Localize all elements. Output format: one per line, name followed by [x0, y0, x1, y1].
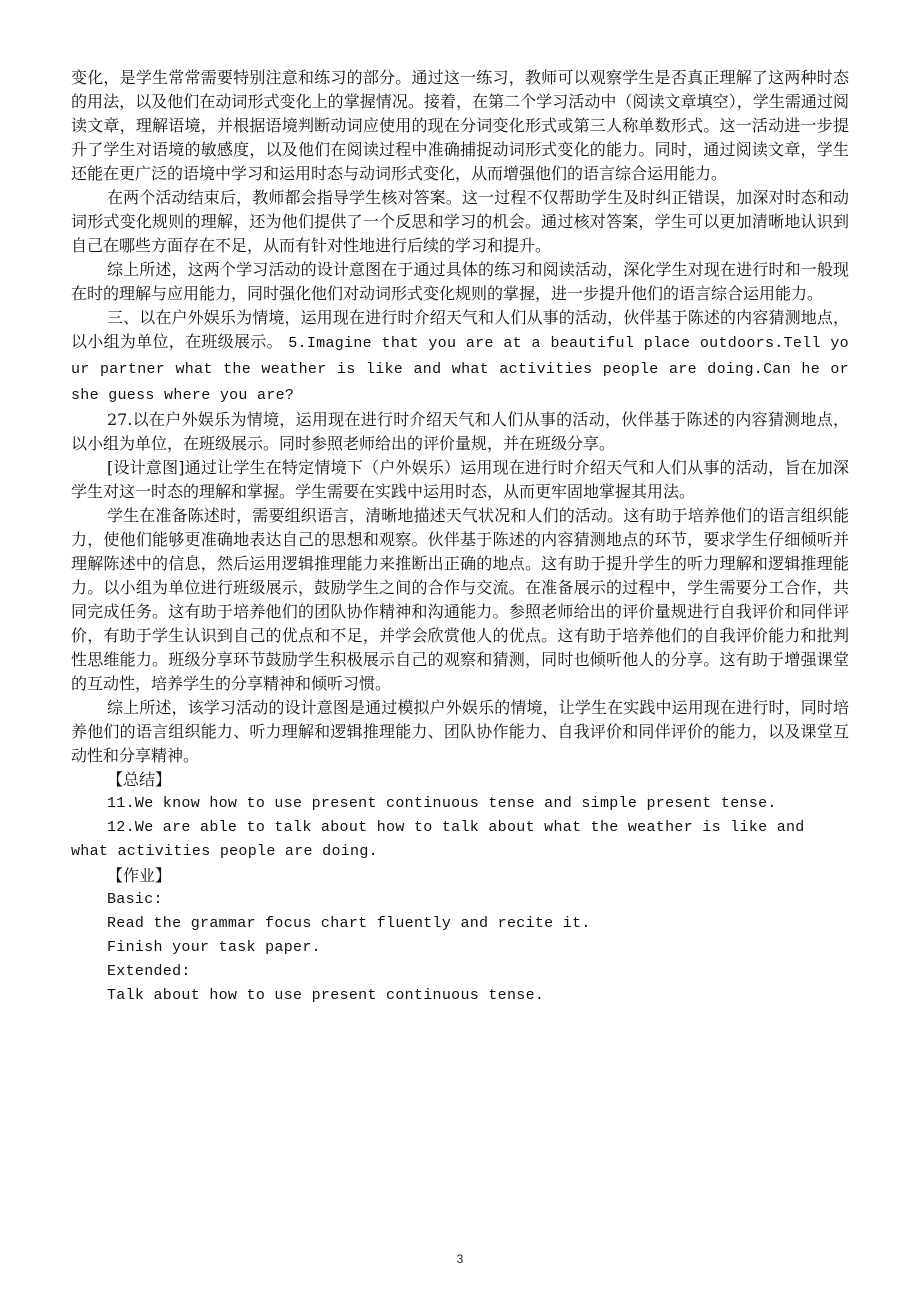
paragraph-section-three: [71, 306, 849, 408]
paragraph-overall-summary: 综上所述，该学习活动的设计意图是通过模拟户外娱乐的情境，让学生在实践中运用现在进行时，同时培养他们的语言组织能力、听力理解和逻辑推理能力、团队协作能力、自我评价和同伴评价的能力，以及课堂互动性和分享精神。: [71, 698, 849, 765]
section-three-title: 三、以在户外娱乐为情境，运用现在进行时介绍天气和人们从事的活动，伙伴基于陈述的内容猜测地点，以小组为单位，在班级展示。: [71, 308, 849, 351]
paragraph-answer-check: 在两个活动结束后，教师都会指导学生核对答案。这一过程不仅帮助学生及时纠正错误，加深对时态和动词形式变化规则的理解，还为他们提供了一个反思和学习的机会。通过核对答案，学生可以更加清晰地认识到自己在哪些方面存在不足，从而有针对性地进行后续的学习和提升。: [71, 188, 849, 255]
exercise-five-text: 5.Imagine that you are at a beautiful place outdoors.Tell your partner what the weather is like and what activities people are doing.Can he or she guess where you are?: [71, 335, 849, 404]
summary-item: 11.We know how to use present continuous tense and simple present tense.: [107, 795, 777, 812]
paragraph-activity-continuation: 变化，是学生常常需要特别注意和练习的部分。通过这一练习，教师可以观察学生是否真正理解了这两种时态的用法，以及他们在动词形式变化上的掌握情况。接着，在第二个学习活动中（阅读文章填空），学生需通过阅读文章，理解语境，并根据语境判断动词应使用的现在分词变化形式或第三人称单数形式。这一活动进一步提升了学生对语境的敏感度，以及他们在阅读过程中准确捕捉动词形式变化的能力。同时，通过阅读文章，学生还能在更广泛的语境中学习和运用时态与动词形式变化，从而增强他们的语言综合运用能力。: [71, 68, 849, 183]
summary-heading: 【总结】: [107, 770, 172, 789]
homework-basic-item: Finish your task paper.: [107, 939, 321, 956]
paragraph-task-27: 27.以在户外娱乐为情境，运用现在进行时介绍天气和人们从事的活动，伙伴基于陈述的内容猜测地点，以小组为单位，在班级展示。同时参照老师给出的评价量规，并在班级分享。: [71, 410, 849, 453]
paragraph-summary-activities: 综上所述，这两个学习活动的设计意图在于通过具体的练习和阅读活动，深化学生对现在进行时和一般现在时的理解与应用能力，同时强化他们对动词形式变化规则的掌握，进一步提升他们的语言综合运用能力。: [71, 260, 849, 303]
homework-extended-label: Extended:: [107, 963, 191, 980]
page-number: 3: [456, 1252, 464, 1266]
homework-basic-label: Basic:: [107, 891, 163, 908]
homework-extended-item: Talk about how to use present continuous tense.: [107, 987, 545, 1004]
homework-basic-item: Read the grammar focus chart fluently and recite it.: [107, 915, 591, 932]
summary-item: 12.We are able to talk about how to talk about what the weather is like and what activities people are doing.: [71, 819, 805, 860]
paragraph-design-intent: [设计意图]通过让学生在特定情境下（户外娱乐）运用现在进行时介绍天气和人们从事的活动，旨在加深学生对这一时态的理解和掌握。学生需要在实践中运用时态，从而更牢固地掌握其用法。: [71, 458, 849, 501]
document-page: [71, 66, 849, 1008]
homework-heading: 【作业】: [107, 866, 172, 885]
paragraph-student-preparation: 学生在准备陈述时，需要组织语言，清晰地描述天气状况和人们的活动。这有助于培养他们的语言组织能力，使他们能够更准确地表达自己的思想和观察。伙伴基于陈述的内容猜测地点的环节，要求学生仔细倾听并理解陈述中的信息，然后运用逻辑推理能力来推断出正确的地点。这有助于提升学生的听力理解和逻辑推理能力。以小组为单位进行班级展示，鼓励学生之间的合作与交流。在准备展示的过程中，学生需要分工合作，共同完成任务。这有助于培养他们的团队协作精神和沟通能力。参照老师给出的评价量规进行自我评价和同伴评价，有助于学生认识到自己的优点和不足，并学会欣赏他人的优点。这有助于培养他们的自我评价能力和批判性思维能力。班级分享环节鼓励学生积极展示自己的观察和猜测，同时也倾听他人的分享。这有助于增强课堂的互动性，培养学生的分享精神和倾听习惯。: [71, 506, 849, 693]
